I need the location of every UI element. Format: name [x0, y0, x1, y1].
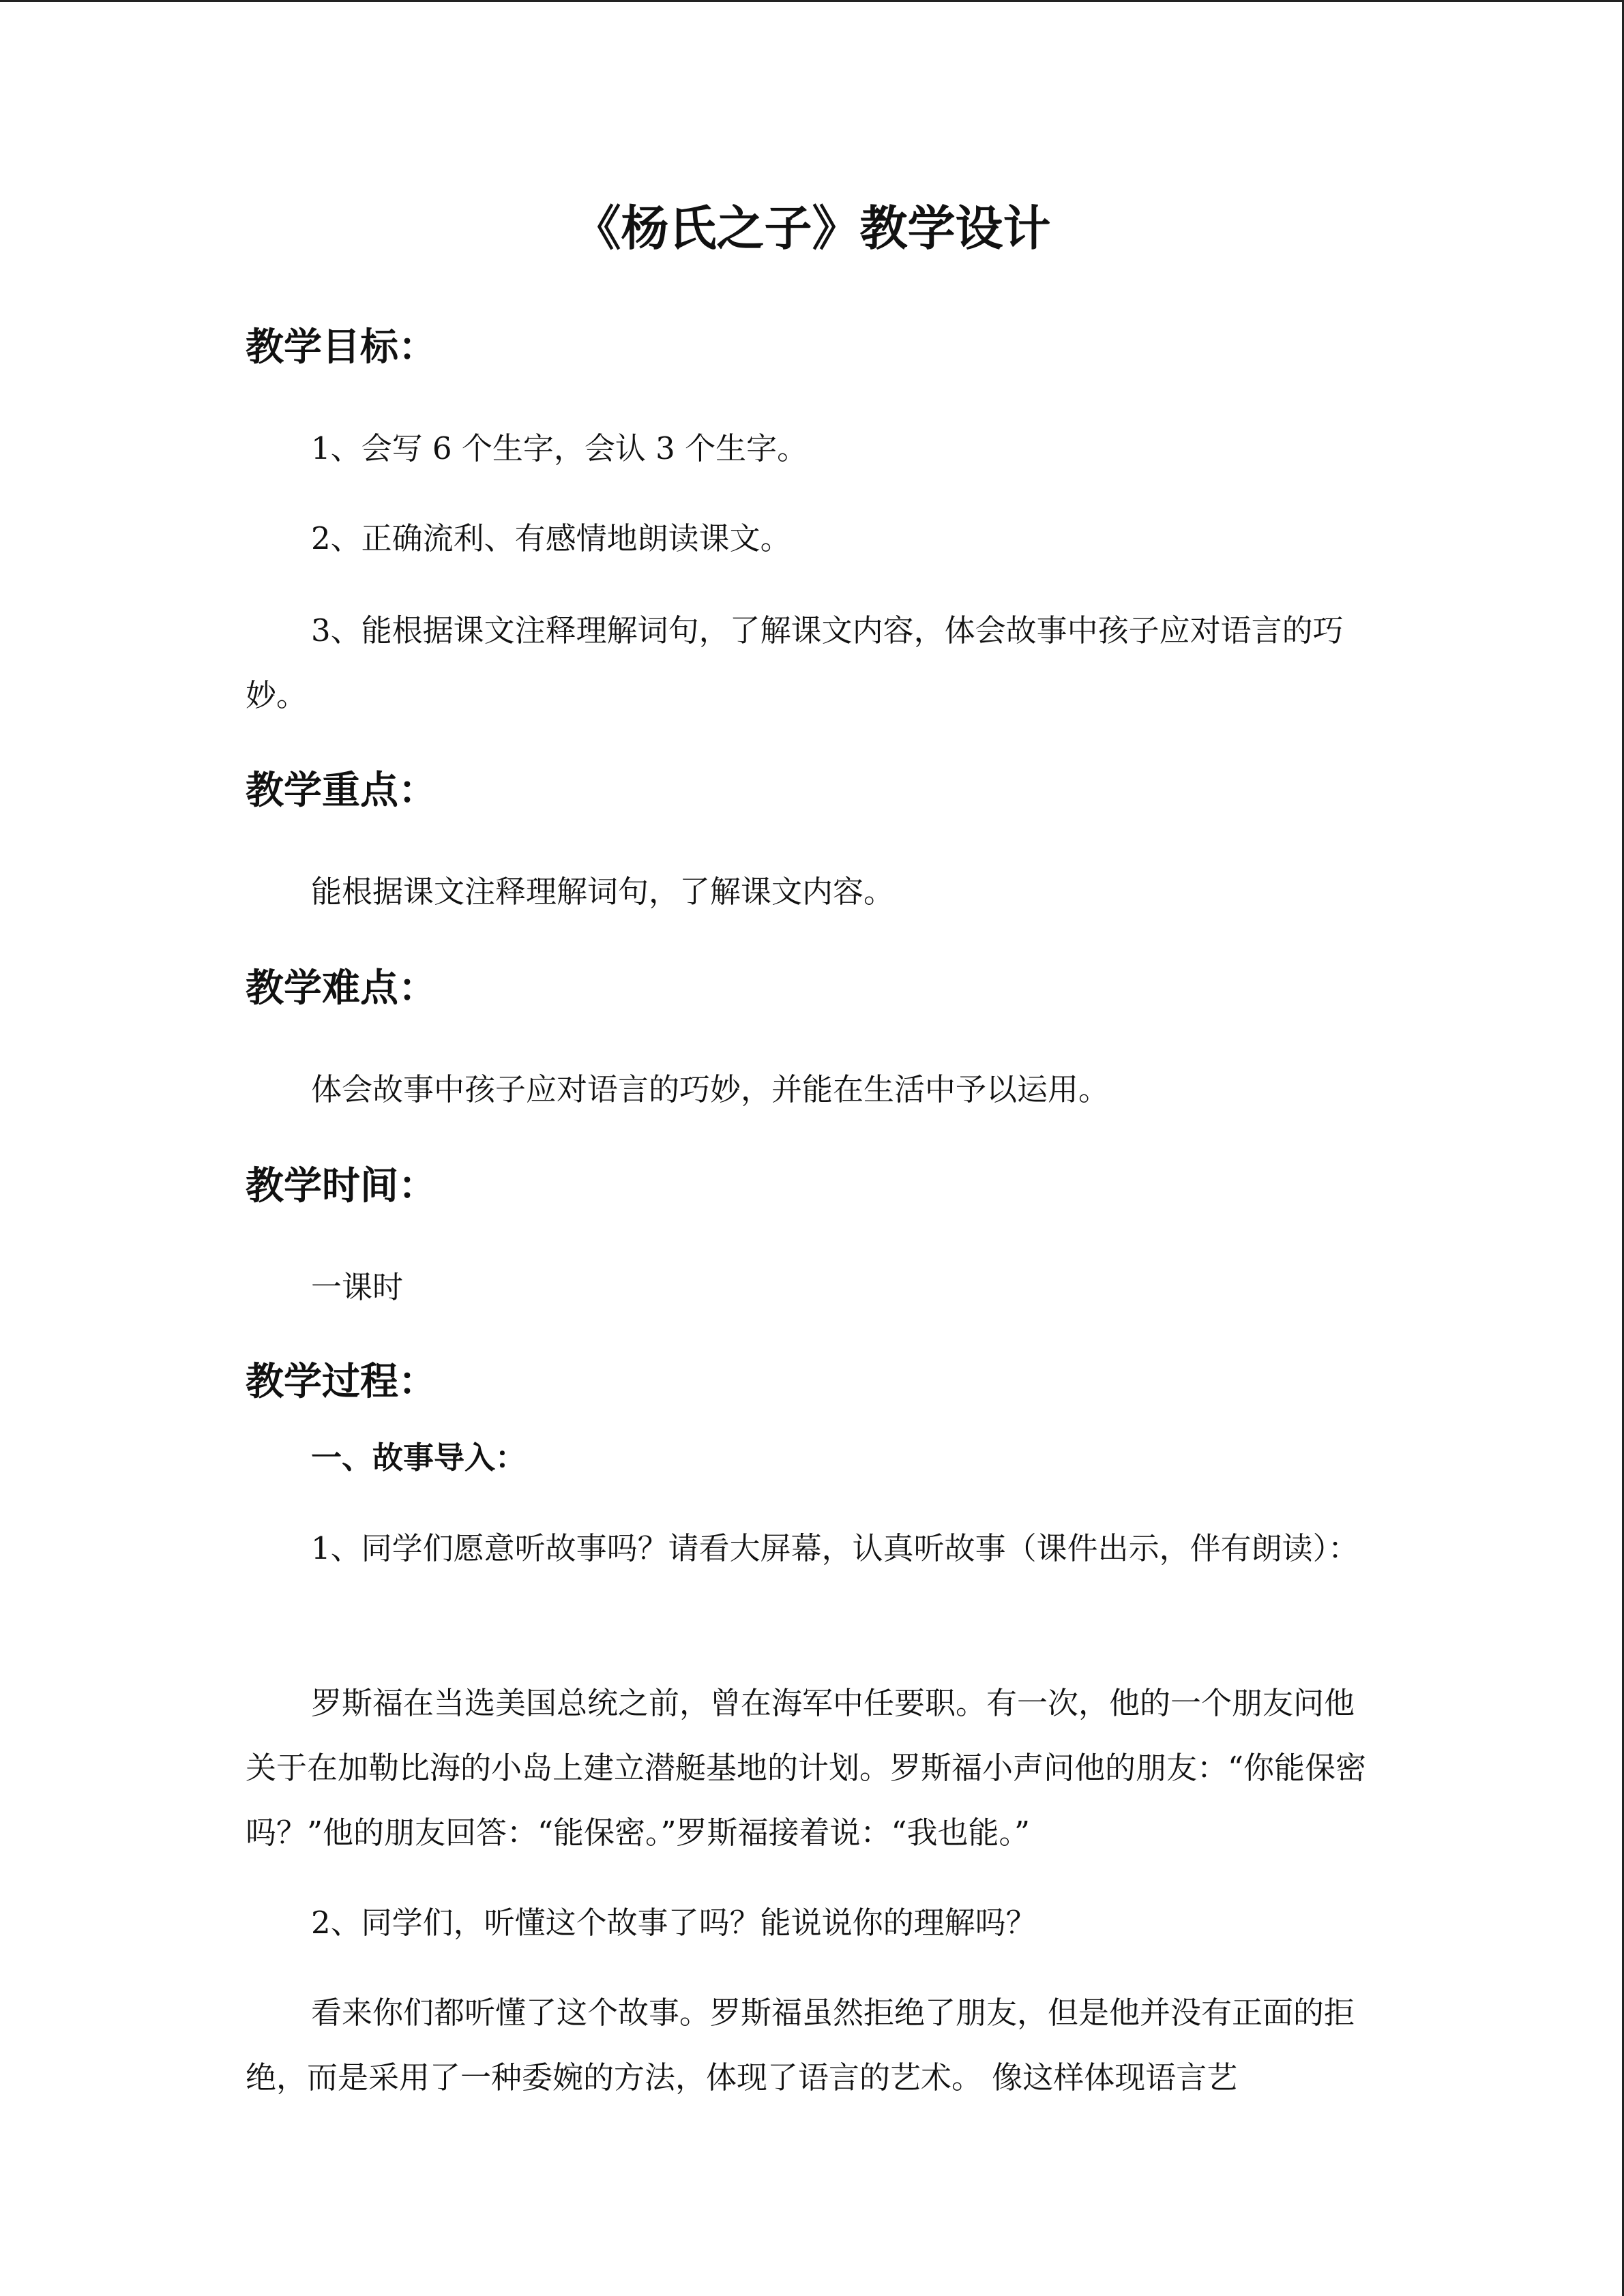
heading-difficulties: 教学难点： [246, 966, 437, 1011]
process-paragraph-3: 看来你们都听懂了这个故事。罗斯福虽然拒绝了朋友，但是他并没有正面的拒绝，而是采用了一种委婉的方法，体现了语言的艺术。 像这样体现语言艺 [246, 1995, 1355, 2096]
page-top-border [0, 0, 1624, 2]
process-paragraph-2: 2、同学们，听懂这个故事了吗？能说说你的理解吗？ [311, 1905, 1037, 1941]
document-title: 《杨氏之子》教学设计 [573, 200, 1051, 256]
teaching-time-text: 一课时 [311, 1269, 404, 1305]
key-points-text: 能根据课文注释理解词句，了解课文内容。 [311, 874, 895, 910]
goal-item-3: 3、能根据课文注释理解词句，了解课文内容，体会故事中孩子应对语言的巧妙。 [246, 612, 1344, 713]
heading-teaching-goals: 教学目标： [246, 325, 437, 370]
difficulties-text: 体会故事中孩子应对语言的巧妙，并能在生活中予以运用。 [311, 1071, 1110, 1107]
heading-teaching-process: 教学过程： [246, 1360, 437, 1404]
goal-item-2: 2、正确流利、有感情地朗读课文。 [311, 520, 791, 556]
heading-key-points: 教学重点： [246, 769, 437, 813]
process-subheading: 一、故事导入： [311, 1440, 527, 1476]
heading-teaching-time: 教学时间： [246, 1164, 437, 1208]
process-paragraph-1: 1、同学们愿意听故事吗？请看大屏幕，认真听故事（课件出示，伴有朗读）： [311, 1530, 1359, 1566]
process-story-paragraph: 罗斯福在当选美国总统之前，曾在海军中任要职。有一次，他的一个朋友问他关于在加勒比海的小岛上建立潜艇基地的计划。罗斯福小声问他的朋友：“你能保密吗？”他的朋友回答：“能保密。”罗斯福接着说：“我也能。” [246, 1685, 1367, 1851]
goal-item-1: 1、会写 6 个生字，会认 3 个生字。 [311, 430, 808, 466]
